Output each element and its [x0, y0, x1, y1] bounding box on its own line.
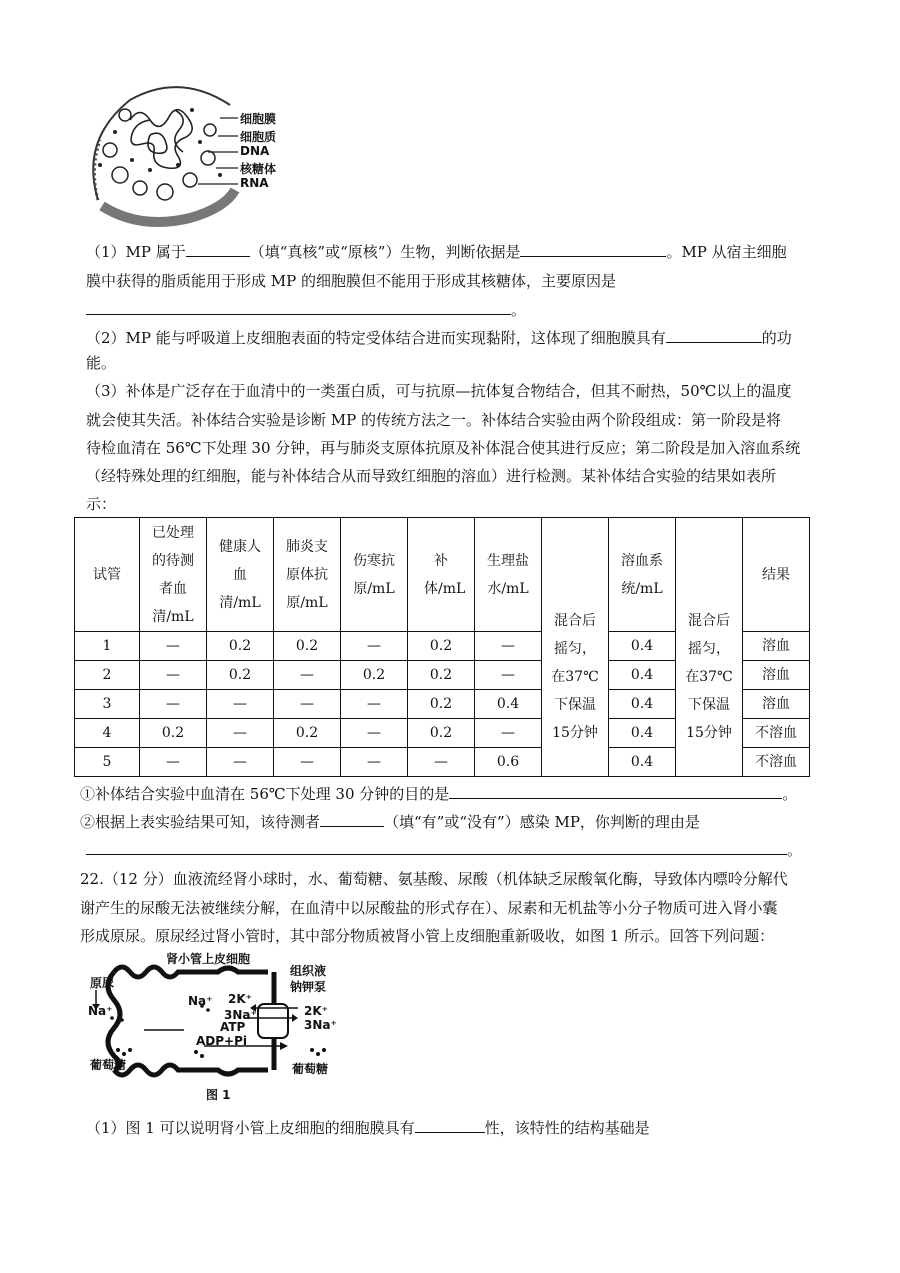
fig-label-na-k-pump: 钠钾泵	[290, 980, 327, 994]
q1-part2-text-b: 的功	[761, 329, 792, 347]
fig-label-2k-out: 2K⁺	[304, 1004, 328, 1018]
table-cell: 3	[75, 690, 140, 719]
table-cell: 0.4	[609, 719, 676, 748]
answer-blank-7[interactable]	[86, 838, 787, 855]
th-mp-antigen: 肺炎支原体抗原/mL	[274, 518, 341, 632]
answer-blank-5[interactable]	[449, 782, 782, 799]
td-mix-2: 混合后摇匀，在37℃下保温15分钟	[676, 518, 743, 777]
fig-label-3na-in: 3Na⁺	[224, 1008, 257, 1022]
sub-question-1-text: ①补体结合实验中血清在 56℃下处理 30 分钟的目的是	[80, 785, 450, 803]
table-cell: —	[341, 748, 408, 777]
label-ribosome: 核糖体	[240, 162, 277, 176]
th-healthy-serum: 健康人血清/mL	[207, 518, 274, 632]
answer-blank-3[interactable]	[86, 298, 511, 315]
label-cytoplasm: 细胞质	[240, 130, 277, 144]
table-cell: 溶血	[743, 661, 810, 690]
fig-label-primary-urine: 原尿	[90, 976, 115, 990]
th-result: 结果	[743, 518, 810, 632]
figure-caption: 图 1	[206, 1088, 231, 1102]
fig-label-adp: ADP+Pi	[196, 1034, 248, 1048]
table-cell: 0.6	[475, 748, 542, 777]
sub-question-2	[80, 810, 700, 833]
table-cell: 溶血	[743, 690, 810, 719]
th-saline: 生理盐水/mL	[475, 518, 542, 632]
table-cell: —	[140, 748, 207, 777]
table-cell: 2	[75, 661, 140, 690]
table-cell: —	[274, 748, 341, 777]
table-cell: 0.2	[341, 661, 408, 690]
q1-part1-text-b: （填“真核”或“原核”）生物，判断依据是	[249, 243, 521, 261]
sub-question-2-text-b: （填“有”或“没有”）感染 MP，你判断的理由是	[384, 813, 700, 831]
table-cell: —	[408, 748, 475, 777]
table-cell: 1	[75, 632, 140, 661]
answer-blank-1[interactable]	[186, 240, 250, 257]
table-cell: 0.2	[408, 719, 475, 748]
label-rna: RNA	[240, 176, 269, 190]
table-cell: 0.4	[609, 661, 676, 690]
q1-part2-text-a: （2）MP 能与呼吸道上皮细胞表面的特定受体结合进而实现黏附，这体现了细胞膜具有	[86, 329, 666, 347]
experiment-table	[74, 517, 810, 777]
q1-part1-line1	[86, 240, 787, 263]
q1-part3-line2: 就会使其失活。补体结合实验是诊断 MP 的传统方法之一。补体结合实验由两个阶段组成：第一阶段是将	[86, 411, 781, 429]
table-cell: 不溶血	[743, 748, 810, 777]
table-cell: 0.2	[274, 719, 341, 748]
q1-part1-text-a: （1）MP 属于	[86, 243, 186, 261]
table-cell: 0.2	[274, 632, 341, 661]
table-cell: 0.4	[609, 632, 676, 661]
q22-sub1-text-a: （1）图 1 可以说明肾小管上皮细胞的细胞膜具有	[86, 1119, 415, 1137]
table-cell: 不溶血	[743, 719, 810, 748]
th-hemolysis-system: 溶血系统/mL	[609, 518, 676, 632]
q1-part1-text-c: 。MP 从宿主细胞	[666, 243, 787, 261]
q22-sub-question-1	[86, 1116, 650, 1139]
table-cell: 0.2	[408, 690, 475, 719]
answer-blank-8[interactable]	[415, 1116, 485, 1133]
q22-line1: 22.（12 分）血液流经肾小球时，水、葡萄糖、氨基酸、尿酸（机体缺乏尿酸氧化酶，导致体内嘌呤分解代	[80, 870, 788, 888]
fig-label-2k-in: 2K⁺	[228, 992, 252, 1006]
q22-line2: 谢产生的尿酸无法被继续分解，在血清中以尿酸盐的形式存在）、尿素和无机盐等小分子物质可进入肾小囊	[80, 899, 778, 917]
th-tube: 试管	[75, 518, 140, 632]
q1-part1-line2: 膜中获得的脂质能用于形成 MP 的细胞膜但不能用于形成其核糖体，主要原因是	[86, 272, 616, 290]
sub-question-2-text-a: ②根据上表实验结果可知，该待测者	[80, 813, 321, 831]
fig-label-glucose-right: 葡萄糖	[292, 1062, 329, 1076]
table-cell: 0.2	[408, 632, 475, 661]
table-cell: —	[207, 690, 274, 719]
q22-line3: 形成原尿。原尿经过肾小管时，其中部分物质被肾小管上皮细胞重新吸收，如图 1 所示。回答下列问题：	[80, 927, 775, 945]
fig-label-atp: ATP	[220, 1020, 246, 1034]
table-header-row	[75, 518, 810, 632]
q1-part3-line5: 示：	[86, 495, 117, 513]
table-cell: 0.4	[609, 690, 676, 719]
answer-blank-2[interactable]	[520, 240, 666, 257]
table-cell: —	[341, 690, 408, 719]
table-cell: —	[207, 748, 274, 777]
table-cell: —	[140, 661, 207, 690]
fig-label-epithelium: 肾小管上皮细胞	[166, 952, 251, 966]
q22-sub1-text-b: 性，该特性的结构基础是	[484, 1119, 650, 1137]
q1-part3-line1: （3）补体是广泛存在于血清中的一类蛋白质，可与抗原—抗体复合物结合，但其不耐热，50℃以上的温度	[86, 382, 792, 400]
fig-label-3na-out: 3Na⁺	[304, 1018, 337, 1032]
q1-part2-line2: 能。	[86, 354, 117, 372]
sub-question-1	[80, 782, 797, 805]
table-cell: —	[140, 632, 207, 661]
table-cell: 0.2	[207, 632, 274, 661]
label-dna: DNA	[240, 144, 270, 158]
answer-blank-4[interactable]	[666, 326, 762, 343]
table-cell: —	[274, 661, 341, 690]
table-cell: —	[207, 719, 274, 748]
fig-label-tissue-fluid: 组织液	[290, 964, 327, 978]
table-cell: —	[475, 719, 542, 748]
answer-blank-6[interactable]	[320, 810, 384, 827]
th-complement: 补体/mL	[408, 518, 475, 632]
table-cell: —	[341, 632, 408, 661]
table-cell: 0.2	[408, 661, 475, 690]
th-typhoid-antigen: 伤寒抗原/mL	[341, 518, 408, 632]
fig-label-na-inside: Na⁺	[188, 994, 213, 1008]
table-cell: 0.2	[140, 719, 207, 748]
table-cell: —	[140, 690, 207, 719]
table-cell: —	[341, 719, 408, 748]
table-cell: 4	[75, 719, 140, 748]
table-cell: 5	[75, 748, 140, 777]
q1-part1-end: 。	[511, 301, 527, 319]
table-cell: —	[274, 690, 341, 719]
th-test-serum: 已处理的待测者血清/mL	[140, 518, 207, 632]
q1-part1-line3	[86, 298, 526, 321]
q1-part2-line1	[86, 326, 792, 349]
sub-question-1-end: 。	[782, 785, 798, 803]
td-mix-1: 混合后摇匀，在37℃下保温15分钟	[542, 518, 609, 777]
q1-part3-line4: （经特殊处理的红细胞，能与补体结合从而导致红细胞的溶血）进行检测。某补体结合实验的结果如表所	[86, 467, 777, 485]
table-cell: 0.4	[609, 748, 676, 777]
table-cell: 0.4	[475, 690, 542, 719]
q1-part3-line3: 待检血清在 56℃下处理 30 分钟，再与肺炎支原体抗原及补体混合使其进行反应；第二阶段是加入溶血系统	[86, 439, 801, 457]
table-cell: 0.2	[207, 661, 274, 690]
label-cell-membrane: 细胞膜	[240, 112, 277, 126]
sub-question-2-end: 。	[787, 841, 803, 859]
sub-question-2-line2	[86, 838, 802, 861]
table-cell: —	[475, 661, 542, 690]
fig-label-glucose-left: 葡萄糖	[90, 1058, 127, 1072]
fig-label-na-left: Na⁺	[88, 1004, 113, 1018]
table-cell: —	[475, 632, 542, 661]
table-cell: 溶血	[743, 632, 810, 661]
